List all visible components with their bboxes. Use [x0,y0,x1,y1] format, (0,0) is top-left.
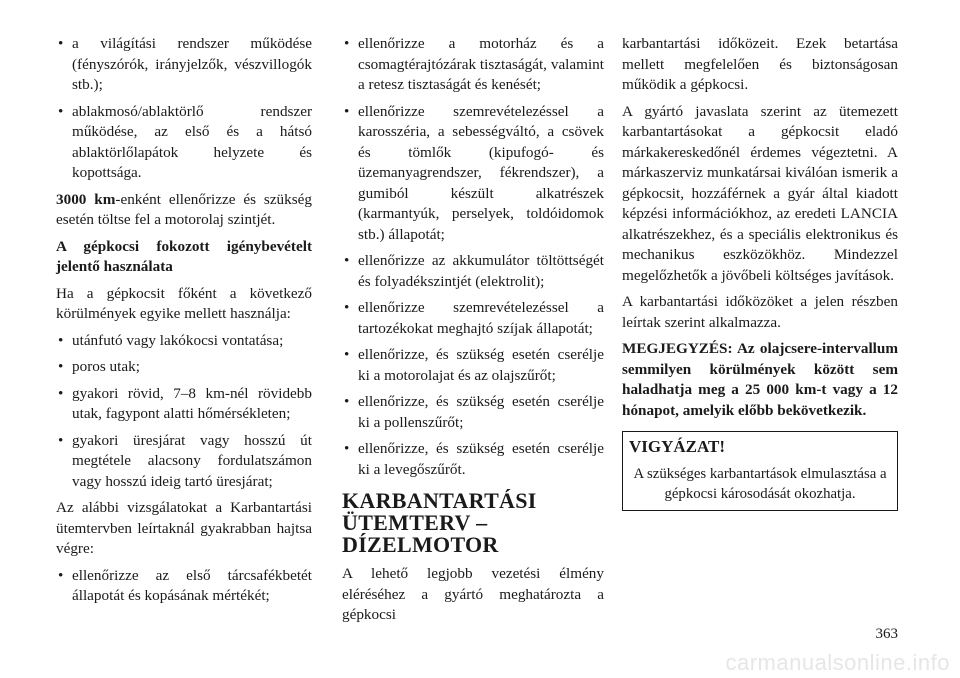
subheading-heavy-use: A gépkocsi fokozott igénybevételt jelentő használata [56,237,312,275]
list-item: • ellenőrizze, és szükség esetén cserélje ki a motorolajat és az olajszűrőt; [342,345,604,386]
warning-box [622,431,898,511]
list-item: • ellenőrizze az első tárcsafékbetét állapotát és kopásának mértékét; [56,566,312,607]
bullet-list-a [56,34,312,184]
warning-text: A szükséges karbantartások elmulasztása a gépkocsi károsodását okozhatja. [633,465,887,502]
list-item: • gyakori üresjárat vagy hosszú út megtétele alacsony fordulatszámon vagy hosszú ideig tartó üresjárat; [56,431,312,493]
list-item: • utánfutó vagy lakókocsi vontatása; [56,331,312,352]
list-item: • ellenőrizze, és szükség esetén cserélje ki a pollenszűrőt; [342,392,604,433]
watermark: carmanualsonline.info [725,650,950,675]
list-item: • ellenőrizze, és szükség esetén cserélje ki a levegőszűrőt. [342,439,604,480]
list-item: • ablakmosó/ablaktörlő rendszer működése, az első és a hátsó ablaktörlőlapátok helyzete és kopottsága. [56,102,312,184]
list-item: • ellenőrizze a motorház és a csomagtérajtózárak tisztaságát, valamint a retesz tisztaságát és kenését; [342,34,604,96]
oil-interval-text: -enként ellenőrizze és szükség esetén töltse fel a motorolaj szintjét. [56,190,312,228]
paragraph-dealer: A gyártó javaslata szerint az ütemezett karbantartásokat a gépkocsit eladó márkakereskedőnél érdemes végeztetni. A márkaszerviz munkatársai kiválóan ismerik a gépkocsit, hozzáférnek a gyár által kiadott képzési információkhoz, az eredeti LANCIA alkatrészekhez, és a speciális elektronikus és mechanikus eszközökhöz. Mindezzel megelőzhetők a jövőbeli költséges javítások. [622,102,898,284]
bullet-list-checks [342,34,604,480]
paragraph-checks-intro: Az alábbi vizsgálatokat a Karbantartási ütemtervben leírtaknál gyakrabban hajtsa végre: [56,499,312,557]
oil-interval-bold: 3000 km [56,190,116,208]
paragraph-conditions: Ha a gépkocsit főként a következő körülmények egyike mellett használja: [56,284,312,322]
paragraph-intro: A lehető legjobb vezetési élmény eléréséhez a gyártó meghatározta a gépkocsi [342,565,604,623]
section-heading: KARBANTARTÁSI ÜTEMTERV – DÍZELMOTOR [342,488,537,557]
list-item: • ellenőrizze szemrevételezéssel a karosszéria, a sebességváltó, a csövek és tömlők (kipufogó- és üzemanyagrendszer, fékrendszer), a gumiból készült alkatrészek (karmantyúk, perselyek, toldóidomok stb.) állapotát; [342,102,604,246]
bullet-list-b [56,331,312,493]
list-item: • ellenőrizze szemrevételezéssel a tartozékokat meghajtó szíjak állapotát; [342,298,604,339]
column-middle [342,34,604,632]
column-right [622,34,898,511]
note-oil-change: MEGJEGYZÉS: Az olajcsere-intervallum semmilyen körülmények között sem haladhatja meg a 25 000 km-t vagy a 12 hónapot, amelyik előbb bekövetkezik. [622,340,898,419]
list-item: • poros utak; [56,357,312,378]
paragraph-oil-level [56,190,312,231]
warning-title: VIGYÁZAT! [629,437,726,456]
paragraph-apply: A karbantartási időközöket a jelen részben leírtak szerint alkalmazza. [622,293,898,331]
bullet-list-c [56,566,312,607]
column-left [56,34,312,613]
page-number: 363 [875,626,898,642]
paragraph-intervals: karbantartási időközeit. Ezek betartása mellett megfelelően és biztonságosan működik a gépkocsi. [622,35,898,93]
list-item: • ellenőrizze az akkumulátor töltöttségét és folyadékszintjét (elektrolit); [342,251,604,292]
list-item: • a világítási rendszer működése (fényszórók, irányjelzők, vészvillogók stb.); [56,34,312,96]
list-item: • gyakori rövid, 7–8 km-nél rövidebb utak, fagypont alatti hőmérsékleten; [56,384,312,425]
